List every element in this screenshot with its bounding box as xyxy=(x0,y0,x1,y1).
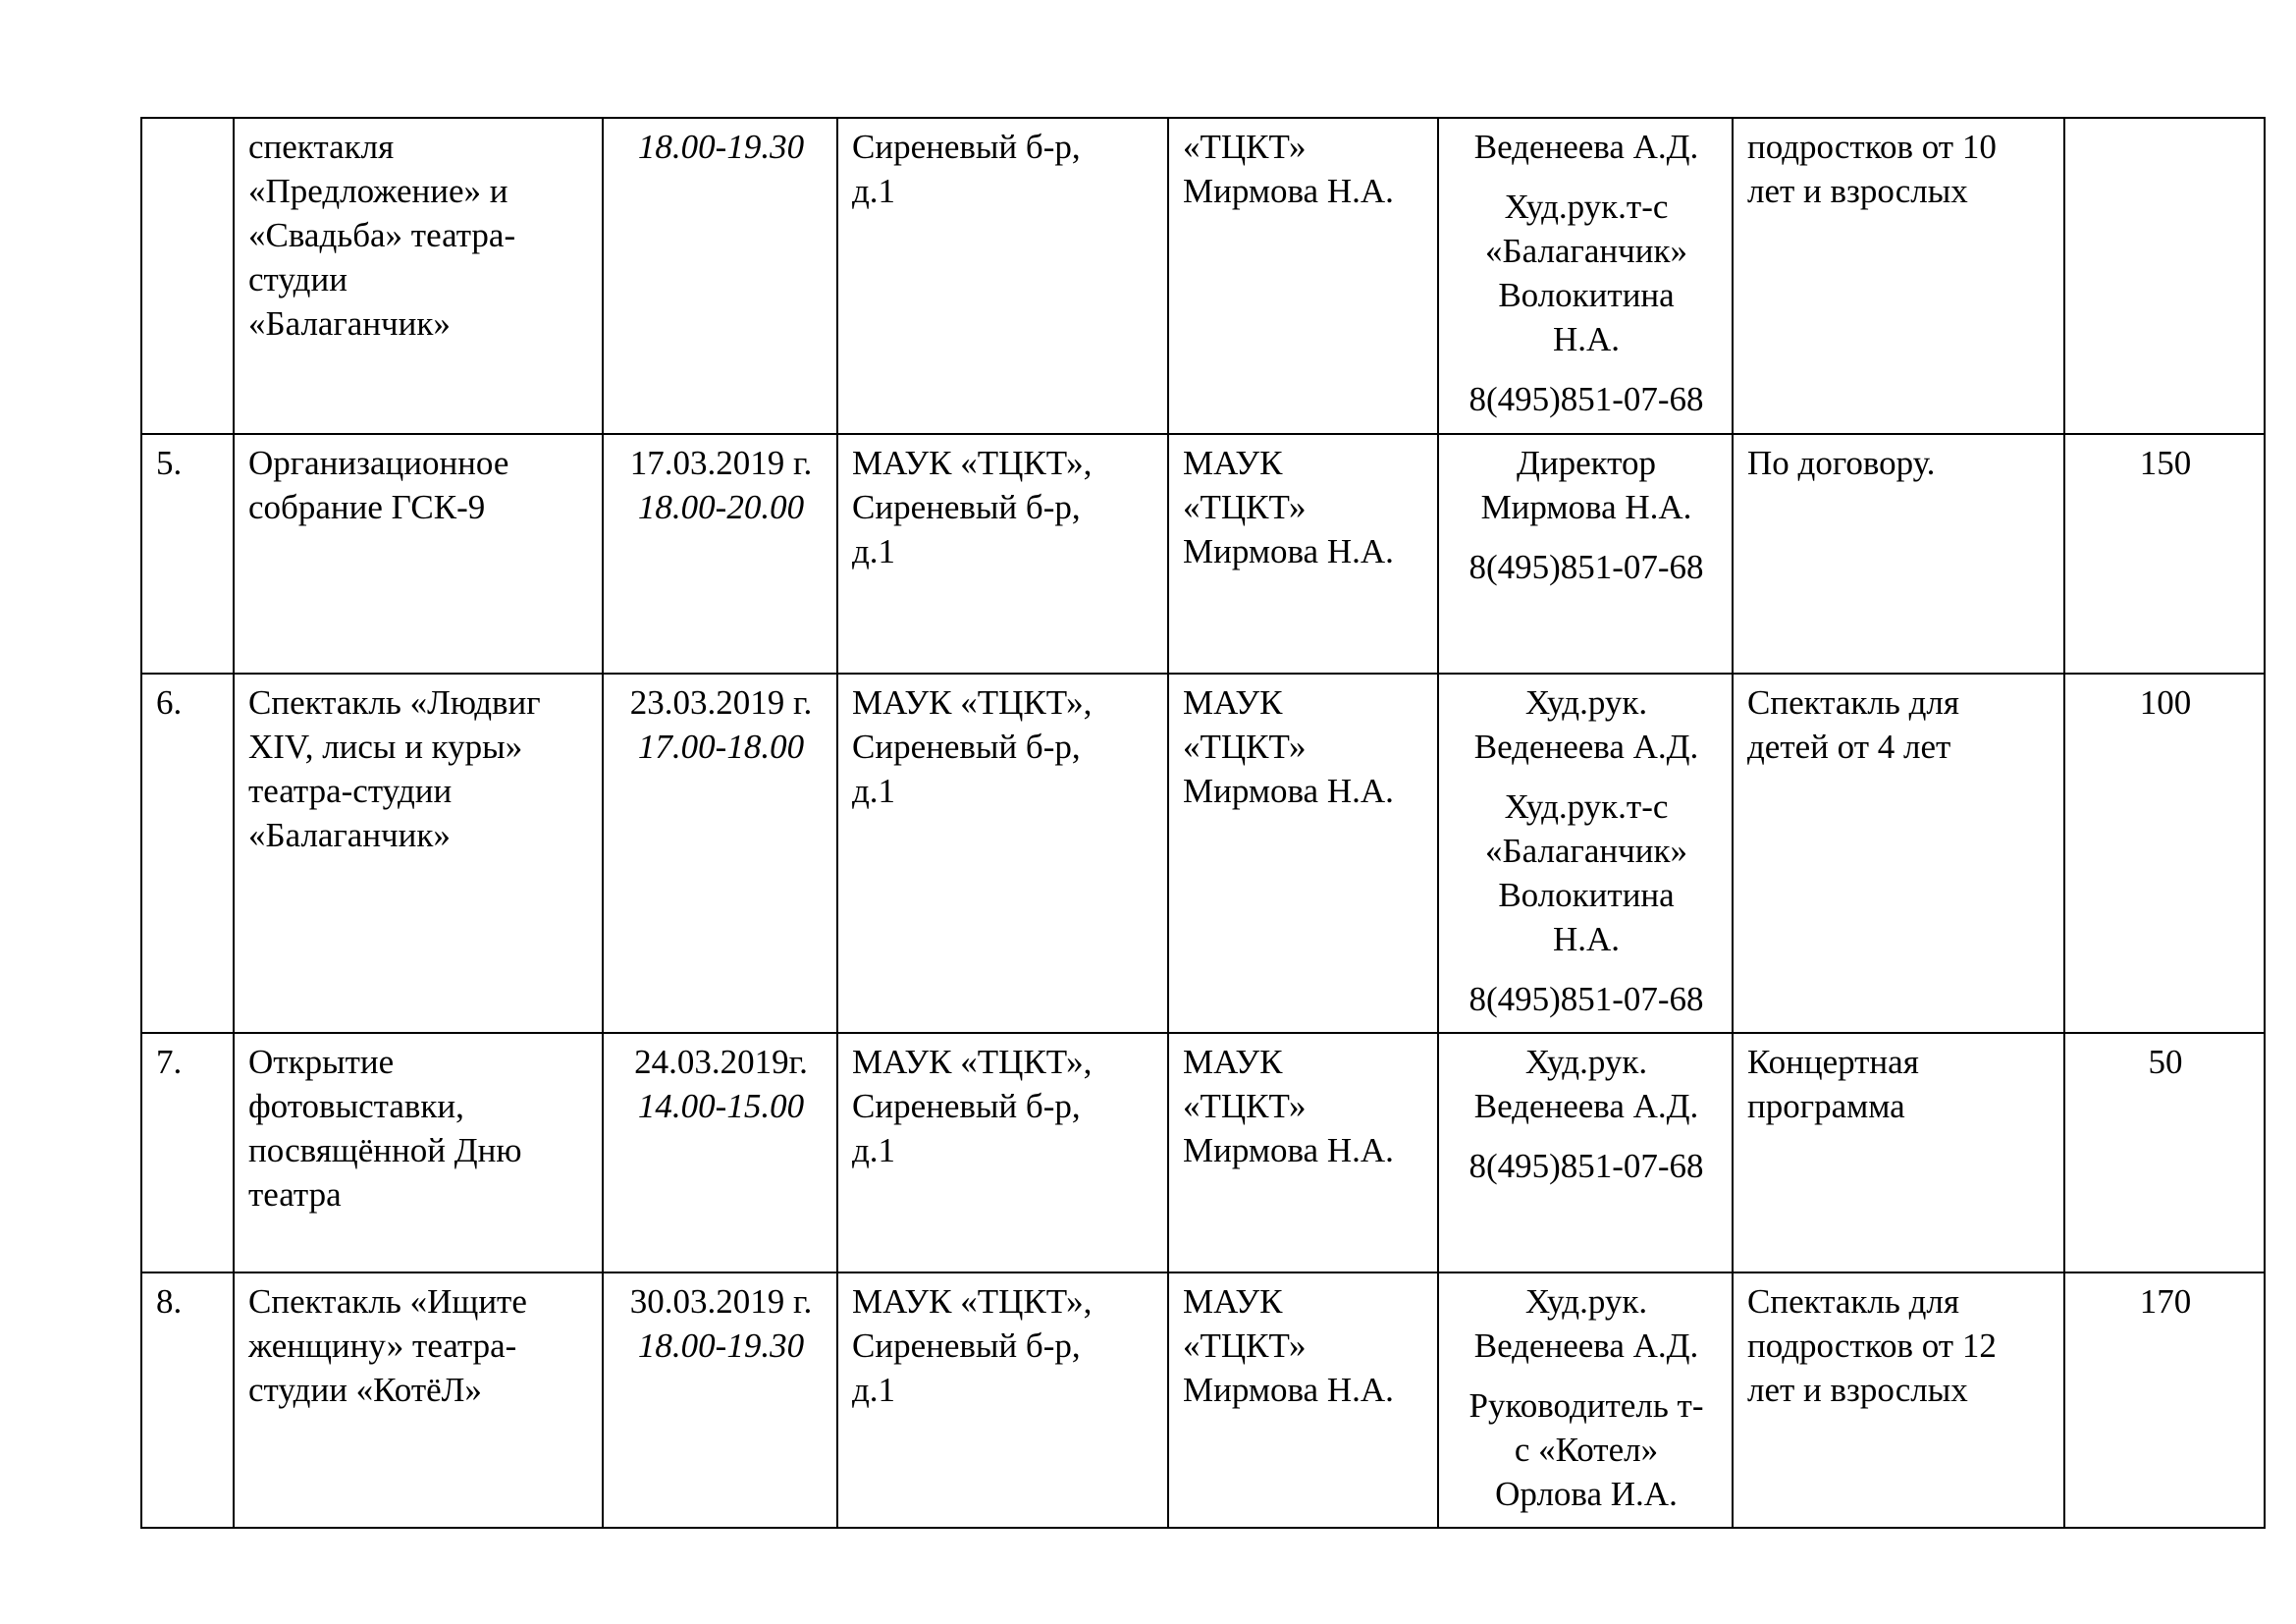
organizer-line: «ТЦКТ» xyxy=(1183,1087,1307,1125)
event-name-line: XIV, лисы и куры» xyxy=(248,728,523,766)
event-name-line: Организационное xyxy=(248,444,509,482)
contact-block xyxy=(1453,785,1720,961)
event-note-cell xyxy=(1733,434,2064,674)
contact-line: Худ.рук. xyxy=(1524,683,1648,722)
event-note-line: программа xyxy=(1747,1087,1905,1125)
organizer-line: Мирмова Н.А. xyxy=(1183,532,1394,570)
contact-line: Волокитина xyxy=(1498,276,1675,314)
event-note-cell xyxy=(1733,118,2064,434)
table-row xyxy=(141,434,2265,674)
event-time: 18.00-19.30 xyxy=(637,128,805,166)
event-date-cell xyxy=(603,434,837,674)
organizer-cell xyxy=(1168,1033,1438,1272)
table-row xyxy=(141,1033,2265,1272)
row-number: 5. xyxy=(156,444,183,482)
organizer-line: МАУК xyxy=(1183,683,1283,722)
attendance-count-cell xyxy=(2064,1033,2265,1272)
organizer-line: «ТЦКТ» xyxy=(1183,728,1307,766)
event-date-cell xyxy=(603,1033,837,1272)
organizer-line: Мирмова Н.А. xyxy=(1183,172,1394,210)
contact-line: Веденеева А.Д. xyxy=(1473,1326,1699,1365)
row-number: 8. xyxy=(156,1282,183,1321)
contact-line: Веденеева А.Д. xyxy=(1473,1087,1699,1125)
organizer-line: Мирмова Н.А. xyxy=(1183,1371,1394,1409)
event-place-cell xyxy=(837,674,1168,1033)
contact-line: Худ.рук.т-с xyxy=(1504,787,1669,826)
event-name-cell xyxy=(234,1033,603,1272)
event-date: 30.03.2019 г. xyxy=(629,1282,813,1321)
contact-block xyxy=(1453,1279,1720,1368)
event-date: 24.03.2019г. xyxy=(634,1043,808,1081)
organizer-line: «ТЦКТ» xyxy=(1183,128,1307,166)
contact-block xyxy=(1453,185,1720,361)
organizer-cell xyxy=(1168,1272,1438,1528)
event-time: 14.00-15.00 xyxy=(637,1087,805,1125)
contact-line: 8(495)851-07-68 xyxy=(1468,1147,1704,1185)
contact-block xyxy=(1453,977,1720,1021)
attendance-count-cell xyxy=(2064,434,2265,674)
event-name-line: спектакля xyxy=(248,128,395,166)
responsible-contact-cell xyxy=(1438,1272,1733,1528)
contact-line: Веденеева А.Д. xyxy=(1473,728,1699,766)
event-name-line: студии «КотёЛ» xyxy=(248,1371,482,1409)
row-number-cell xyxy=(141,434,234,674)
event-name-cell xyxy=(234,434,603,674)
row-number: 7. xyxy=(156,1043,183,1081)
event-note-line: лет и взрослых xyxy=(1747,1371,1968,1409)
event-note-line: лет и взрослых xyxy=(1747,172,1968,210)
events-table-body xyxy=(141,118,2265,1528)
event-note-line: детей от 4 лет xyxy=(1747,728,1951,766)
contact-line: Н.А. xyxy=(1552,320,1621,358)
row-number-cell xyxy=(141,674,234,1033)
contact-block xyxy=(1453,1040,1720,1128)
event-note-line: подростков от 10 xyxy=(1747,128,1997,166)
responsible-contact-cell xyxy=(1438,1033,1733,1272)
event-date-cell xyxy=(603,674,837,1033)
contact-line: Директор xyxy=(1516,444,1657,482)
row-number-cell xyxy=(141,118,234,434)
contact-line: Худ.рук.т-с xyxy=(1504,188,1669,226)
contact-block xyxy=(1453,125,1720,169)
contact-line: с «Котел» xyxy=(1514,1431,1659,1469)
event-name-line: «Предложение» и xyxy=(248,172,508,210)
event-place-line: Сиреневый б-р, xyxy=(852,488,1081,526)
event-name-line: «Свадьба» театра- xyxy=(248,216,516,254)
contact-block xyxy=(1453,377,1720,421)
row-number: 6. xyxy=(156,683,183,722)
contact-line: Худ.рук. xyxy=(1524,1282,1648,1321)
event-note-cell xyxy=(1733,674,2064,1033)
event-name-cell xyxy=(234,1272,603,1528)
event-name-line: фотовыставки, xyxy=(248,1087,464,1125)
contact-line: 8(495)851-07-68 xyxy=(1468,380,1704,418)
event-name-line: Спектакль «Людвиг xyxy=(248,683,541,722)
contact-line: 8(495)851-07-68 xyxy=(1468,980,1704,1018)
event-note-cell xyxy=(1733,1272,2064,1528)
organizer-line: МАУК xyxy=(1183,1043,1283,1081)
event-name-cell xyxy=(234,118,603,434)
event-place-line: МАУК «ТЦКТ», xyxy=(852,1043,1093,1081)
event-time: 18.00-19.30 xyxy=(637,1326,805,1365)
organizer-line: МАУК xyxy=(1183,1282,1283,1321)
attendance-count: 150 xyxy=(2139,444,2192,482)
attendance-count-cell xyxy=(2064,1272,2265,1528)
contact-line: Веденеева А.Д. xyxy=(1473,128,1699,166)
event-date: 17.03.2019 г. xyxy=(629,444,813,482)
attendance-count: 50 xyxy=(2148,1043,2183,1081)
contact-block xyxy=(1453,545,1720,589)
event-note-cell xyxy=(1733,1033,2064,1272)
contact-block xyxy=(1453,1144,1720,1188)
attendance-count-cell xyxy=(2064,674,2265,1033)
event-place-cell xyxy=(837,1272,1168,1528)
event-time: 17.00-18.00 xyxy=(637,728,805,766)
contact-block xyxy=(1453,1383,1720,1516)
organizer-line: Мирмова Н.А. xyxy=(1183,772,1394,810)
event-name-line: театра xyxy=(248,1175,342,1214)
event-name-line: женщину» театра- xyxy=(248,1326,517,1365)
responsible-contact-cell xyxy=(1438,118,1733,434)
table-row xyxy=(141,674,2265,1033)
contact-line: Руководитель т- xyxy=(1468,1386,1704,1425)
responsible-contact-cell xyxy=(1438,434,1733,674)
attendance-count: 170 xyxy=(2139,1282,2192,1321)
responsible-contact-cell xyxy=(1438,674,1733,1033)
event-name-line: Спектакль «Ищите xyxy=(248,1282,527,1321)
event-note-line: Спектакль для xyxy=(1747,1282,1959,1321)
contact-line: Волокитина xyxy=(1498,876,1675,914)
contact-line: «Балаганчик» xyxy=(1485,832,1687,870)
event-place-cell xyxy=(837,434,1168,674)
contact-line: Мирмова Н.А. xyxy=(1480,488,1692,526)
contact-line: Худ.рук. xyxy=(1524,1043,1648,1081)
event-name-line: Открытие xyxy=(248,1043,395,1081)
attendance-count-cell xyxy=(2064,118,2265,434)
row-number-cell xyxy=(141,1272,234,1528)
event-date-cell xyxy=(603,1272,837,1528)
event-place-line: Сиреневый б-р, xyxy=(852,1087,1081,1125)
event-place-line: д.1 xyxy=(852,1131,896,1169)
event-place-cell xyxy=(837,1033,1168,1272)
contact-line: Орлова И.А. xyxy=(1495,1475,1678,1513)
row-number-cell xyxy=(141,1033,234,1272)
event-date-cell xyxy=(603,118,837,434)
events-table xyxy=(140,117,2266,1529)
event-note-line: По договору. xyxy=(1747,444,1936,482)
contact-line: «Балаганчик» xyxy=(1485,232,1687,270)
event-place-line: МАУК «ТЦКТ», xyxy=(852,1282,1093,1321)
event-date: 23.03.2019 г. xyxy=(629,683,813,722)
organizer-cell xyxy=(1168,674,1438,1033)
event-name-line: посвящённой Дню xyxy=(248,1131,522,1169)
event-note-line: Спектакль для xyxy=(1747,683,1959,722)
organizer-line: «ТЦКТ» xyxy=(1183,488,1307,526)
organizer-line: МАУК xyxy=(1183,444,1283,482)
contact-line: 8(495)851-07-68 xyxy=(1468,548,1704,586)
event-name-line: студии xyxy=(248,260,347,298)
event-name-line: «Балаганчик» xyxy=(248,816,451,854)
event-time: 18.00-20.00 xyxy=(637,488,805,526)
attendance-count: 100 xyxy=(2139,683,2192,722)
contact-block xyxy=(1453,441,1720,529)
event-name-cell xyxy=(234,674,603,1033)
organizer-line: Мирмова Н.А. xyxy=(1183,1131,1394,1169)
event-name-line: театра-студии xyxy=(248,772,453,810)
event-place-cell xyxy=(837,118,1168,434)
event-place-line: Сиреневый б-р, xyxy=(852,728,1081,766)
event-note-line: подростков от 12 xyxy=(1747,1326,1997,1365)
event-place-line: д.1 xyxy=(852,532,896,570)
organizer-line: «ТЦКТ» xyxy=(1183,1326,1307,1365)
event-note-line: Концертная xyxy=(1747,1043,1919,1081)
event-place-line: д.1 xyxy=(852,1371,896,1409)
event-name-line: собрание ГСК-9 xyxy=(248,488,486,526)
table-row xyxy=(141,1272,2265,1528)
contact-block xyxy=(1453,680,1720,769)
event-place-line: Сиреневый б-р, xyxy=(852,1326,1081,1365)
event-name-line: «Балаганчик» xyxy=(248,304,451,343)
event-place-line: Сиреневый б-р, xyxy=(852,128,1081,166)
event-place-line: д.1 xyxy=(852,172,896,210)
event-place-line: МАУК «ТЦКТ», xyxy=(852,683,1093,722)
contact-line: Н.А. xyxy=(1552,920,1621,958)
organizer-cell xyxy=(1168,118,1438,434)
event-place-line: д.1 xyxy=(852,772,896,810)
organizer-cell xyxy=(1168,434,1438,674)
event-place-line: МАУК «ТЦКТ», xyxy=(852,444,1093,482)
table-row xyxy=(141,118,2265,434)
